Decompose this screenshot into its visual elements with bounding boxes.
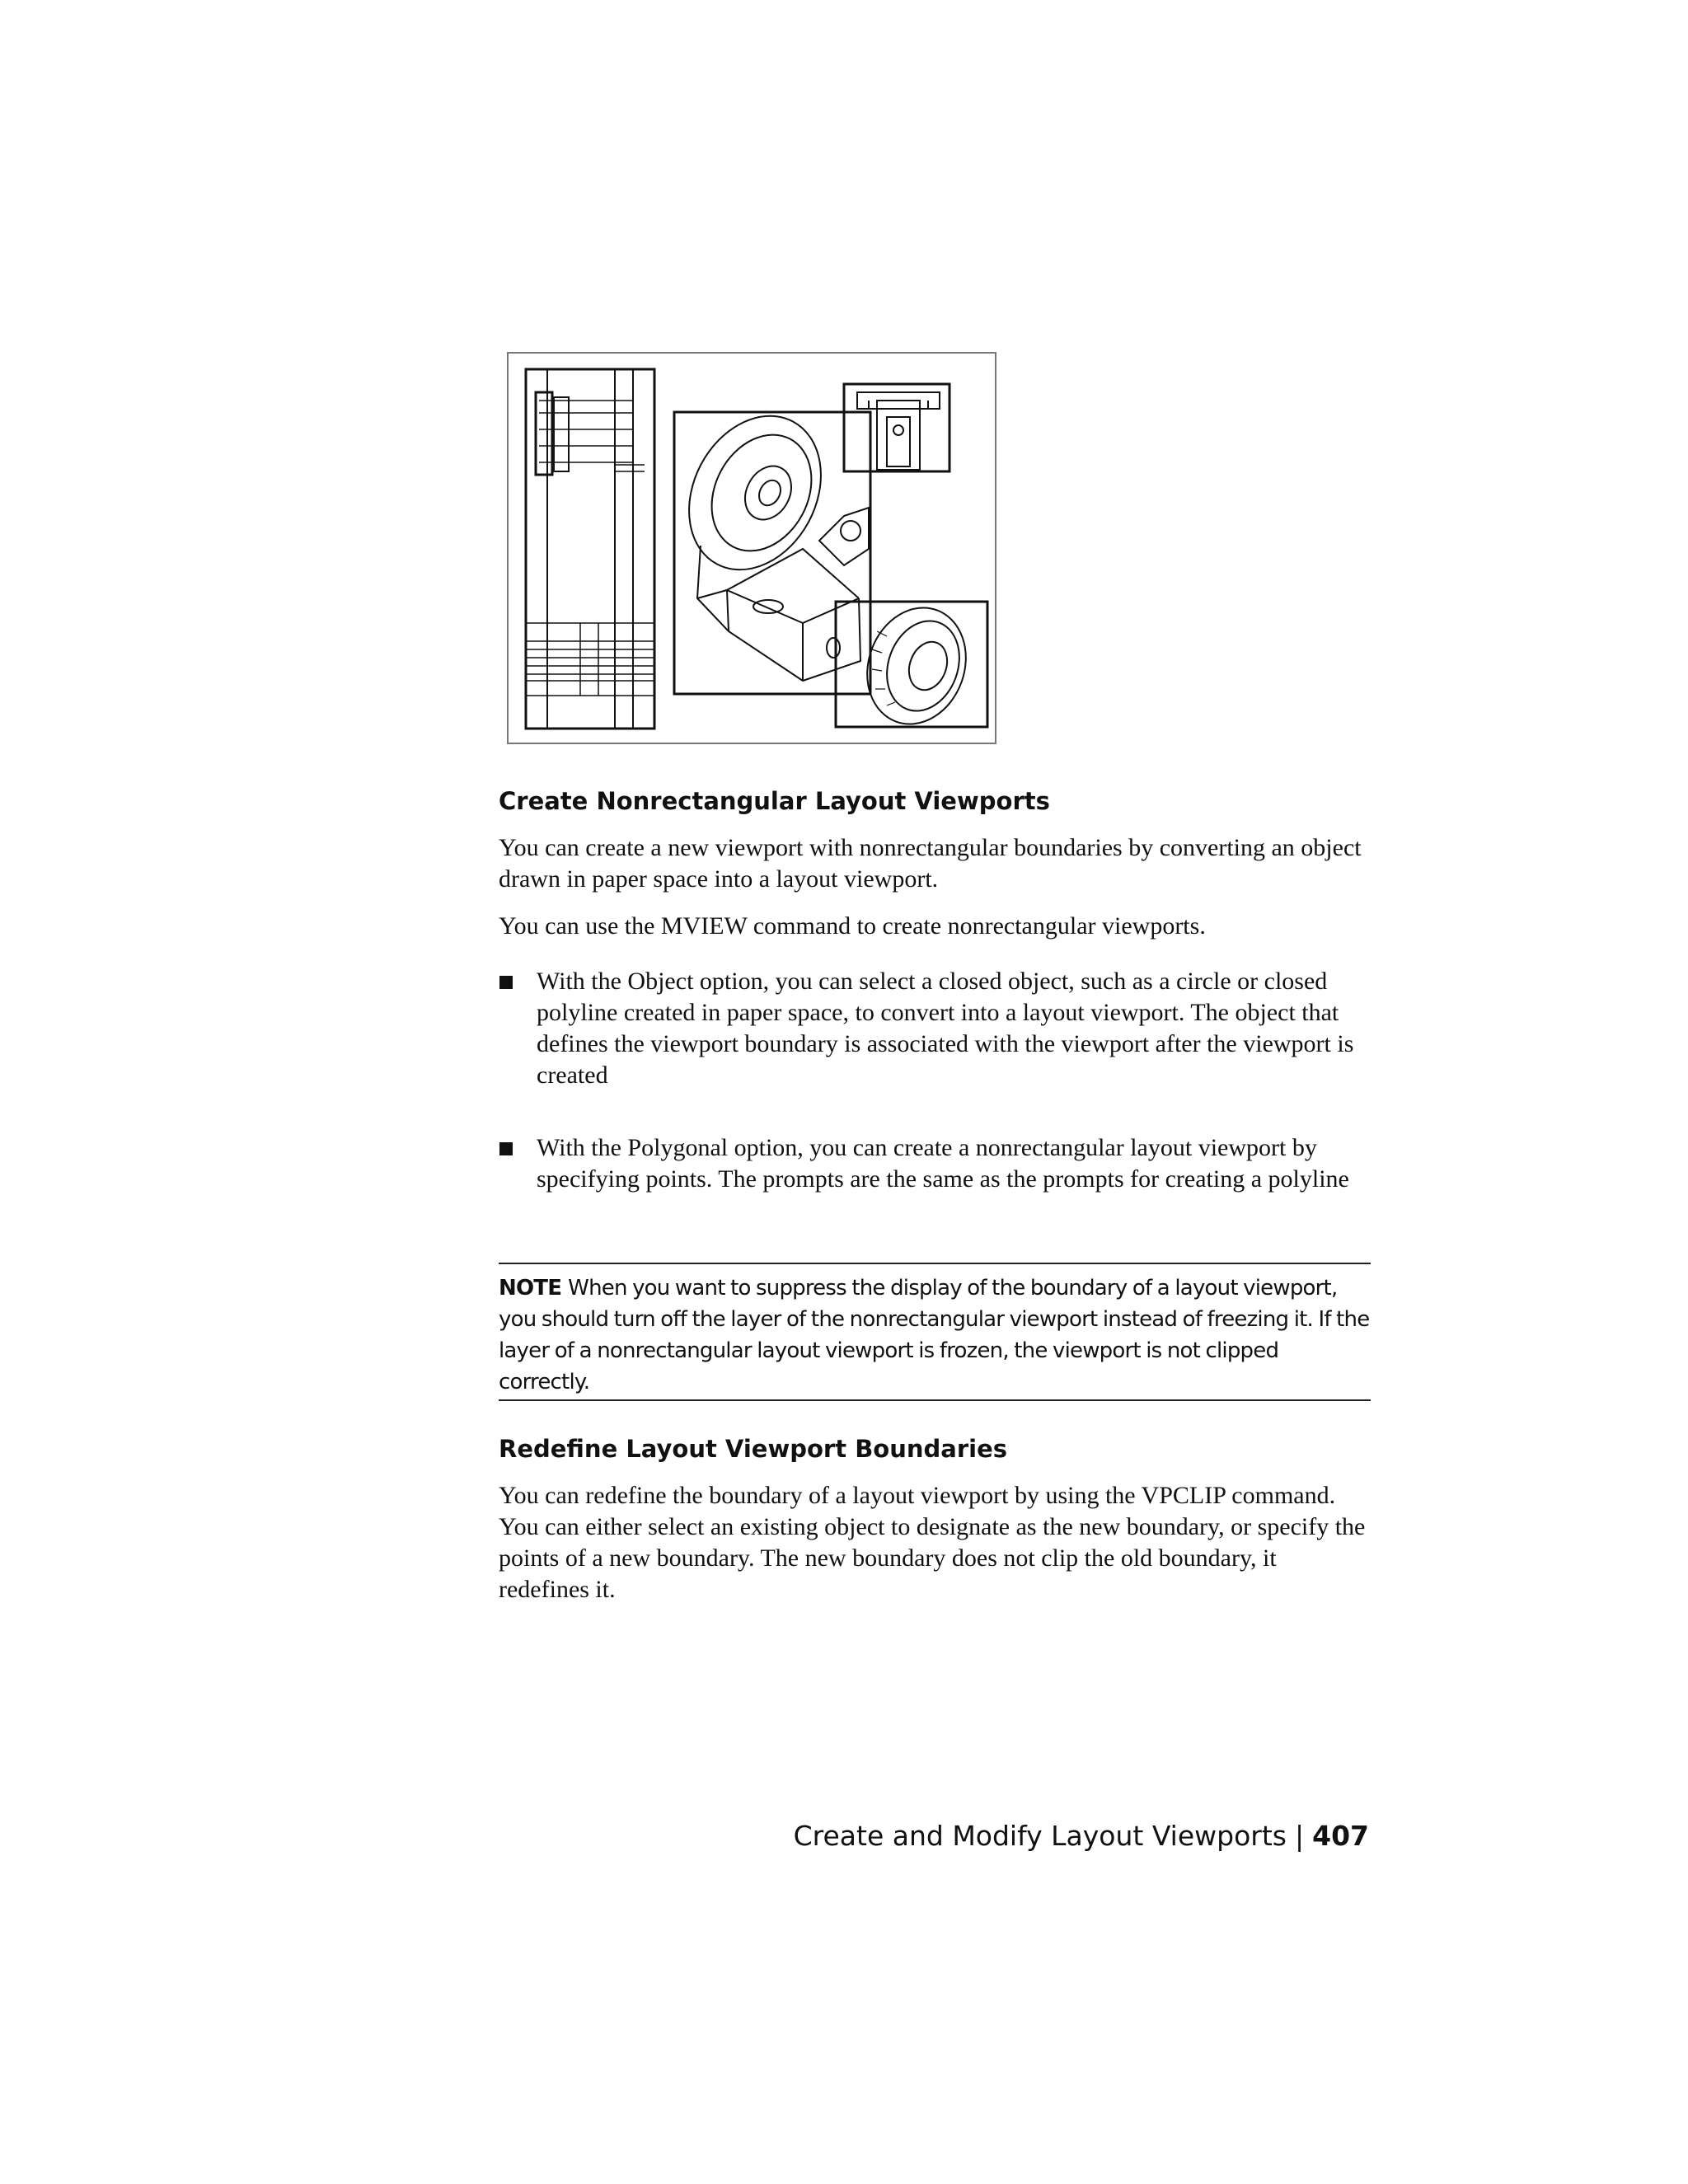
note-box (499, 1263, 1371, 1401)
footer-separator: | (1294, 1820, 1305, 1852)
section-heading-nonrectangular: Create Nonrectangular Layout Viewports (499, 787, 1050, 815)
bullet-text: With the Polygonal option, you can create a nonrectangular layout viewport by specifying points. The prompts are the same as the prompts for creating a polyline (537, 1134, 1349, 1193)
page-number: 407 (1312, 1820, 1369, 1852)
note-paragraph (499, 1264, 1371, 1398)
paragraph-intro: You can create a new viewport with nonrectangular boundaries by converting an object drawn in paper space into a layout viewport. (499, 834, 1362, 893)
paragraph-mview: You can use the MVIEW command to create nonrectangular viewports. (499, 912, 1206, 940)
mechanical-assembly-drawing (506, 351, 997, 745)
note-text: When you want to suppress the display of the boundary of a layout viewport, you should turn off the layer of the nonrectangular viewport instead of freezing it. If the layer of a nonrectangular layout viewport is frozen, the viewport is not clipped correctly. (499, 1276, 1370, 1394)
viewports-illustration (506, 351, 997, 745)
bullet-text: With the Object option, you can select a closed object, such as a circle or closed polyline created in paper space, to convert into a layout viewport. The object that defines the viewport boundary is associated with the viewport after the viewport is created (537, 968, 1354, 1089)
bullet-square-icon (499, 1142, 513, 1155)
note-label: NOTE (499, 1276, 562, 1301)
bullet-square-icon (499, 976, 513, 989)
section-heading-redefine: Redefine Layout Viewport Boundaries (499, 1435, 1008, 1463)
paragraph-vpclip: You can redefine the boundary of a layout viewport by using the VPCLIP command. You can either select an existing object to designate as the new boundary, or specify the points of a new boundary. The new boundary does not clip the old boundary, it redefines it. (499, 1482, 1366, 1603)
page-footer (794, 1820, 1369, 1853)
footer-title: Create and Modify Layout Viewports (793, 1820, 1287, 1852)
